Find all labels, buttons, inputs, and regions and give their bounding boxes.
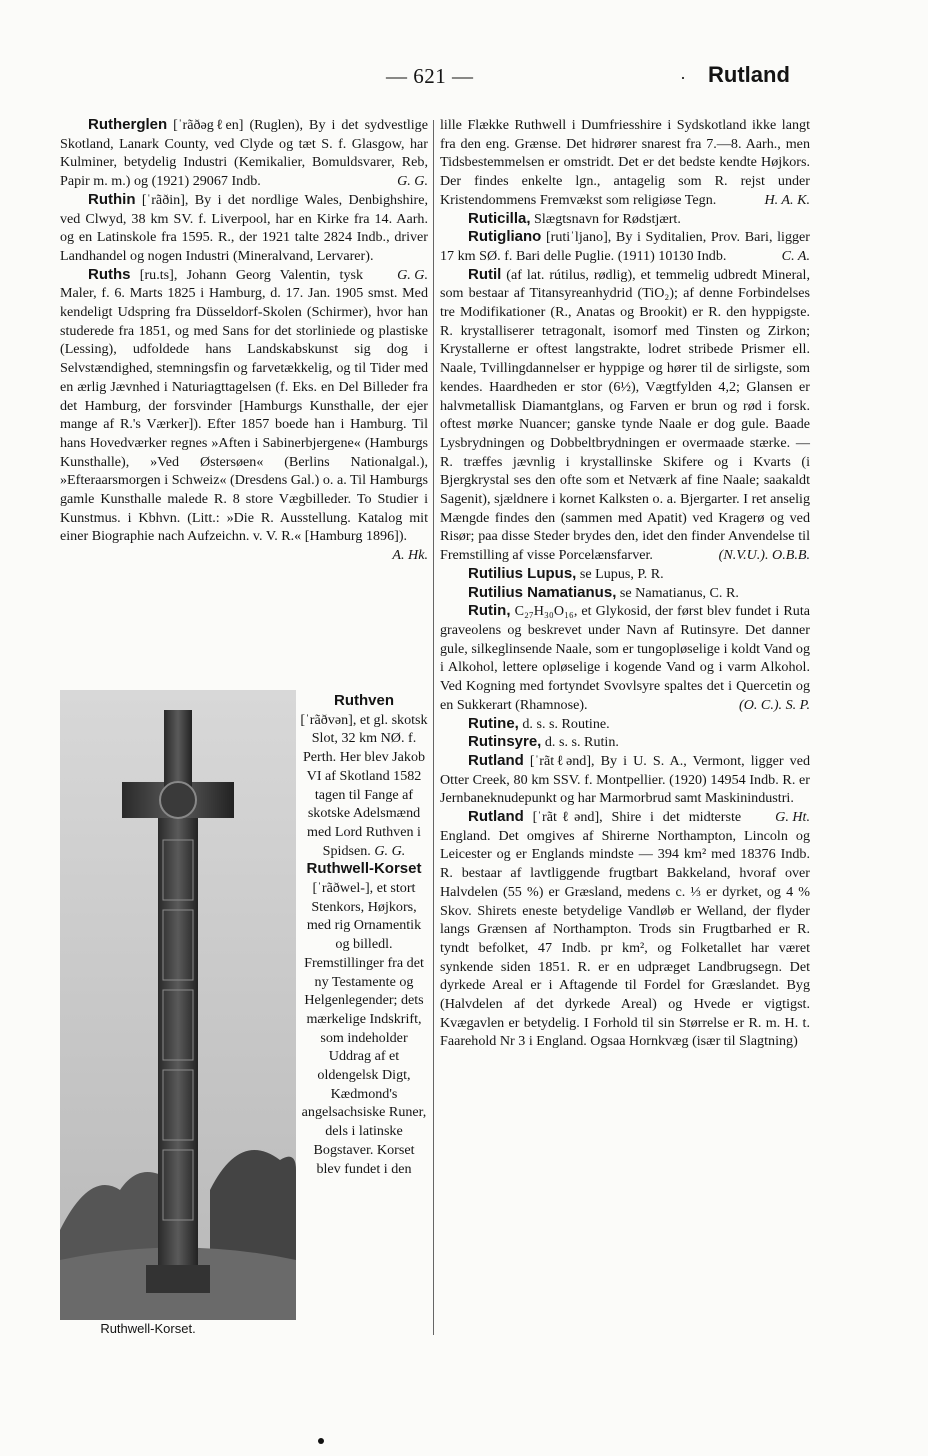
page-header xyxy=(0,60,928,100)
figure-caption: Ruthwell-Korset. xyxy=(100,1321,196,1336)
entry-continuation xyxy=(440,116,810,210)
headword: Ruticilla, xyxy=(468,209,531,227)
author-signature: G. Ht. xyxy=(775,809,810,826)
entry-ruticilla xyxy=(440,210,810,229)
entry-rutigliano xyxy=(440,228,810,265)
entry-text: [ˈrãðvən], et gl. skotsk Slot, 32 km NØ. f. Perth. Her blev Jakob VI af Skotland 1582 tagen til Fange af skotske Adelsmænd med Lord Ruthven i Spidsen. xyxy=(300,711,428,859)
entry-text: [ˈrãðin], By i det nordlige Wales, Denbighshire, ved Clwyd, 38 km SV. f. Liverpool, har en Kirke fra 14. Aarh. og en Latinskole fra 1595. R., der 1921 talte 2824 Indb., driver Landhandel og nogen Industri (Mineralvand, Lervarer). xyxy=(60,191,428,264)
page-number: — 621 — xyxy=(386,64,474,88)
entry-text: (af lat. rútilus, rødlig), et temmelig udbredt Mineral, som bestaar af Titansyreanhydrid (TiO₂); af denne Forbindelses tre Modifikationer (R., Anatas og Brookit) er R. den hyppigste. R. krystalliserer tetragonalt, isomorf med Tinsten og Zirkon; Krystallerne er oftest langstrakte, lodret stribede Prismer ell. Naale, Tvillingdannelser er hyppige og hører til de sirligste, som kendes. Haardheden er stor (6½), Vægtfylden 4,2; Glansen er halvmetallisk Diamantglans, og Farven er brun og rød i forsk. oftest mørke Nuancer; ganske tynde Naale er dog gule. Baade Lysbrydningen og Dobbeltbrydningen er overmaade stærke. — R. træffes jævnlig i krystallinske Skifere og i Kvarts (i Bjergkrystal ses den ofte som et Netværk af fine Naale; saakaldt Sagenit), sjældnere i kornet Kalksten o. a. Bjergarter. I ret anselig Mængde findes den (sammen med Apatit) ved Kragerø og ved Risør; paa disse Steder brydes den, idet den finder Anvendelse til Fremstilling af visse Porcelænsfarver. xyxy=(440,266,810,564)
entry-rutilius-lupus xyxy=(440,565,810,584)
headword: Ruthin xyxy=(88,190,136,208)
entry-text: [ˈrãðwel-], et stort Stenkors, Højkors, med rig Ornamentik og billedl. Fremstillinger fra det ny Testamente og Helgenlegender; dets mærkelige Indskrift, som indeholder Uddrag af et oldengelsk Digt, Kædmond's angelsachsiske Runer, dels i latinske Bogstaver. Korset blev fundet i den xyxy=(301,880,427,1177)
entry-rutland-vermont xyxy=(440,751,810,826)
headword: Rutland xyxy=(468,751,524,769)
entry-text: se Namatianus, C. R. xyxy=(616,584,739,601)
bottom-ink-mark xyxy=(318,1438,324,1444)
headword: Rutland xyxy=(468,808,524,826)
entry-rutinsyre xyxy=(440,733,810,752)
ruthwell-cross-image xyxy=(60,690,296,1320)
author-signature: H. A. K. xyxy=(764,191,810,208)
cross-illustration xyxy=(60,690,296,1320)
author-signature: G. G. xyxy=(397,266,428,283)
entry-text: lille Flække Ruthwell i Dumfriesshire i Sydskotland ikke langt fra den eng. Grænse. Det hidrører snarest fra 7.—8. Aarh., men Tidsbestemmelsen er omstridt. Det er det bedste kendte Højkors. Der findes enkelte lgn., antagelig som R. rejst under Kristendommens Fremvækst som religiøse Tegn. xyxy=(440,117,810,208)
entry-text: se Lupus, P. R. xyxy=(576,565,664,582)
author-signature: (N.V.U.). O.B.B. xyxy=(718,547,810,564)
entry-ruthwell-korset xyxy=(300,860,428,1178)
entry-rutherglen xyxy=(60,116,428,191)
entry-text: C₂₇H₃₀O₁₆, et Glykosid, der først blev fundet i Ruta graveolens og beskrevet under Navn af Rutinsyre. Det danner gule, silkeglinsende Naale, som er tungopløselige i koldt Vand og i Alkohol, lettere opløselige i kogende Vand og i varm Alkohol. Ved Kogning med fortyndet Svovlsyre spaltes det i Quercetin og en Sukkerart (Rhamnose). xyxy=(440,603,810,713)
headword: Ruthven xyxy=(334,692,394,709)
running-head: Rutland xyxy=(708,62,790,87)
entry-rutil xyxy=(440,266,810,565)
headword: Rutin, xyxy=(468,602,511,620)
side-column xyxy=(300,692,428,1178)
entry-ruths xyxy=(60,265,428,564)
entry-text: d. s. s. Routine. xyxy=(518,715,610,732)
column-divider xyxy=(433,120,434,1335)
entry-text: [ˈrãtℓənd], Shire i det midterste England. Det omgives af Shirerne Northampton, Lincoln og Leicester og er Englands mindste — 394 km² med 18376 Indb. R. bestaar af lavtliggende frugtbart Bakkeland, hvoraf over Halvdelen (55 %) er Græsland, medens c. ⅓ er dyrket, og 4 % Skov. Shirets eneste betydelige Vandløb er Welland, der flyder langs Grænsen af Northampton. Trods sin Frugtbarhed er R. tyndt befolket, 47 Indb. pr km², og Folketallet har været synkende siden 1851. R. er en udpræget Landbrugsegn. Det dyrkede Areal er i Aftagende til Fordel for Græslandet. Byg (Halvdelen af det dyrkede Areal) og Hvede er vigtigst. Kvægavlen er betydelig. I Forhold til sin Størrelse er R. m. H. t. Faarehold Nr 3 i England. Ogsaa Hornkvæg (især til Slagtning) xyxy=(440,809,810,1050)
author-signature: C. A. xyxy=(781,247,810,264)
entry-ruthven xyxy=(300,692,428,860)
headword: Rutherglen xyxy=(88,116,168,133)
entry-text: [ˈrãtℓənd], By i U. S. A., Vermont, ligger ved Otter Creek, 80 km SSV. f. Montpellier. (1920) 14954 Indb. R. er Jernbaneknudepunkt og har Marmorbrud samt Maskinindustri. xyxy=(440,752,810,807)
entry-rutland-shire xyxy=(440,808,810,1051)
author-signature: A. Hk. xyxy=(392,547,428,564)
right-column xyxy=(440,116,810,1051)
headword: Rutigliano xyxy=(468,228,542,246)
left-column xyxy=(60,116,428,565)
entry-rutine xyxy=(440,715,810,734)
headword: Rutinsyre, xyxy=(468,733,542,751)
entry-rutilius-namatianus xyxy=(440,584,810,603)
entry-text: [ru.ts], Johann Georg Valentin, tysk Maler, f. 6. Marts 1825 i Hamburg, d. 17. Jan. 1905 smst. Med kendeligt Udspring fra Düsseldorf-Skolen (Schirmer), hvor han studerede fra 1851, og med Sans for det storliniede og plastiske (Lessing), udfoldede hans Landskabskunst sig dog i Selvstændighed, stemningsfin og farvetækkelig, og til Tider med en ærlig Jævnhed i Naturiagttagelsen (f. Eks. en Del Billeder fra det Hamburg, der forsvinder [Hamburgs Kunsthalle, der ejer mange af R.'s Værker]). Efter 1857 boede han i Hamburg. Til hans Hovedværker regnes »Aften i Sabinerbjergene« (Hamburgs Kunsthalle), »Ved Østersøen« (Berlins Nationalgal.), »Efteraarsmorgen i Schweiz« (Dresdens Gal.) o. a. Til Hamburgs gamle Kunsthalle malede R. 8 store Vægbilleder. To Studier i Kunstmus. i Kbhvn. (Litt.: »Die R. Ausstellung. Katalog mit einer Biographie nach Aufzeichn. v. V. R.« [Hamburg 1896]). xyxy=(60,266,428,545)
printer-dot: · xyxy=(680,68,686,88)
entry-text: [rutiˈljano], By i Syditalien, Prov. Bari, ligger 17 km SØ. f. Bari delle Puglie. (1911) 10130 Indb. xyxy=(440,229,810,264)
author-signature: G. G. xyxy=(397,173,428,190)
author-signature: (O. C.). S. P. xyxy=(739,696,810,713)
headword: Rutilius Namatianus, xyxy=(468,583,617,601)
headword: Rutil xyxy=(468,265,502,283)
author-signature: G. G. xyxy=(374,842,406,859)
headword: Ruths xyxy=(88,265,131,283)
figure xyxy=(60,690,296,1350)
headword: Rutilius Lupus, xyxy=(468,564,577,582)
entry-text: Slægtsnavn for Rødstjært. xyxy=(530,210,681,227)
entry-text: d. s. s. Rutin. xyxy=(541,734,619,751)
entry-rutin xyxy=(440,602,810,714)
headword: Ruthwell-Korset xyxy=(306,860,422,878)
entry-text: [ˈrãðəgℓen] (Ruglen), By i det sydvestlige Skotland, Lanark County, ved Clyde og tæt S. f. Glasgow, har Kulminer, betydelig Industri (Kemikalier, Bomuldsvarer, Reb, Papir m. m.) og (1921) 29067 Indb. xyxy=(60,117,428,190)
headword: Rutine, xyxy=(468,714,519,732)
